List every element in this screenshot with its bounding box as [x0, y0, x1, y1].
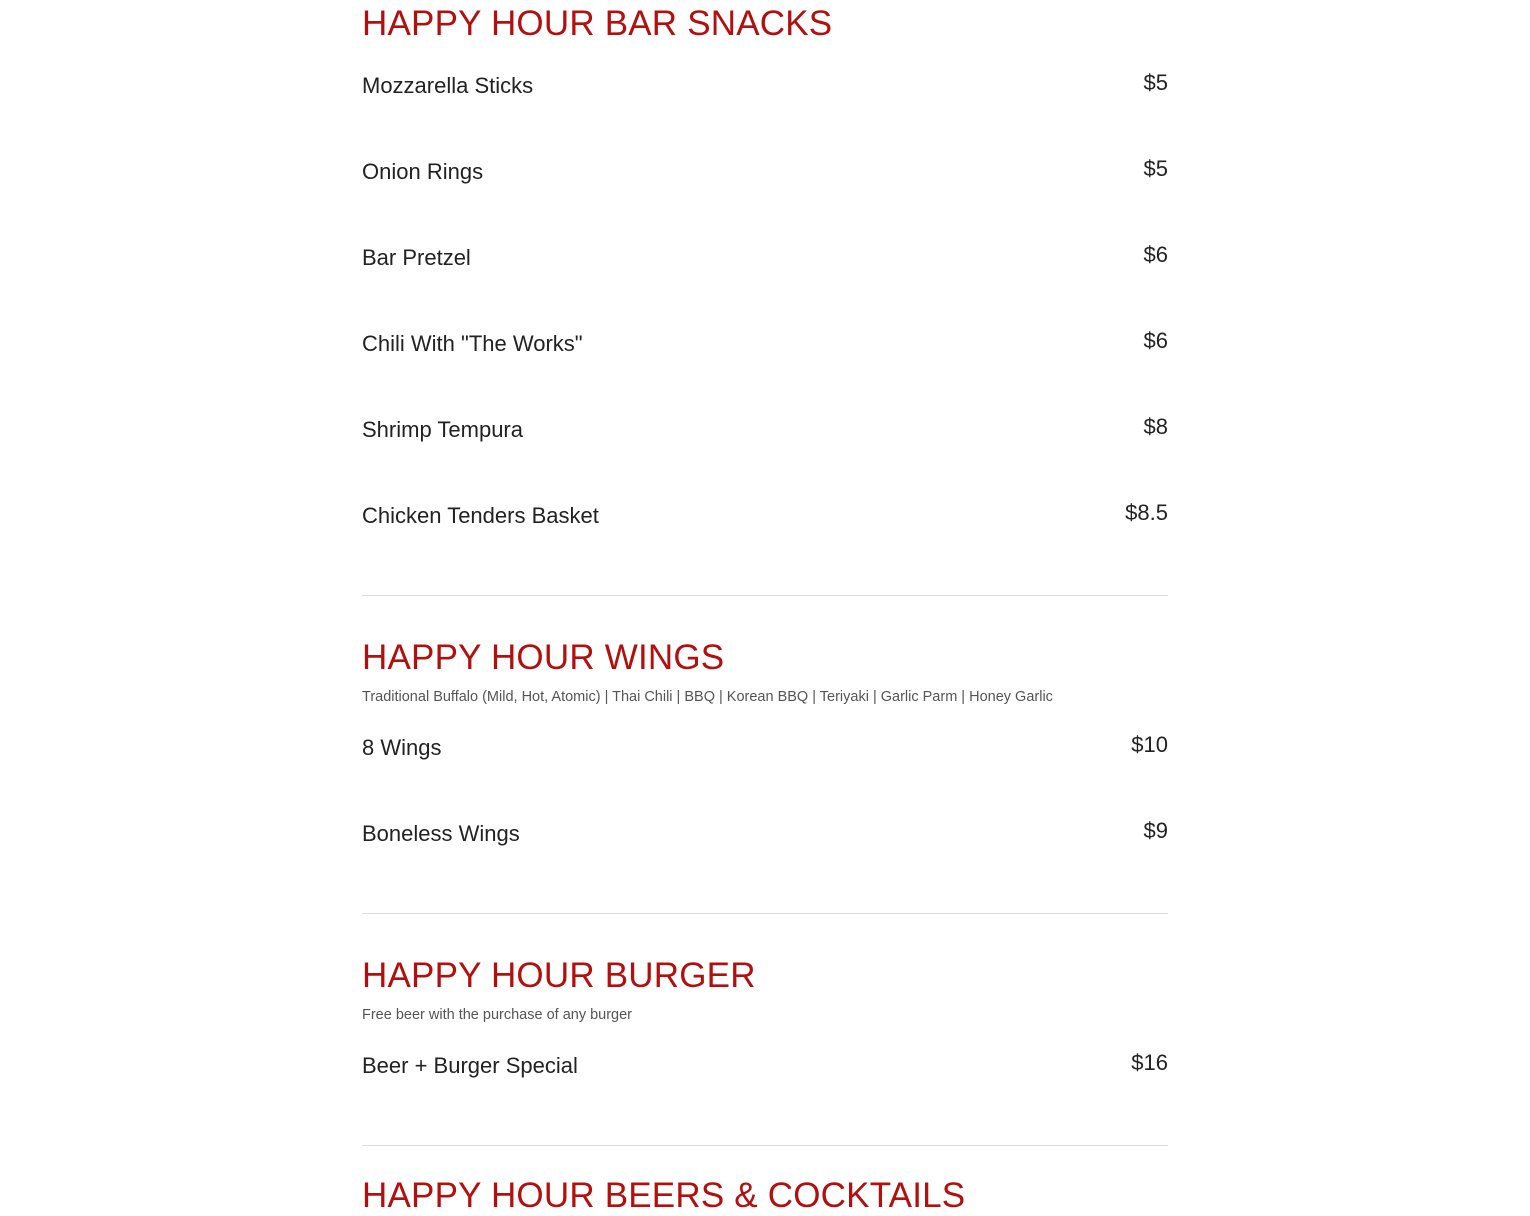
menu-item: [362, 322, 1168, 362]
menu-item-price: $16: [1131, 1050, 1168, 1075]
section-title-wings: HAPPY HOUR WINGS: [362, 638, 725, 677]
menu-item-name: Chicken Tenders Basket: [362, 503, 599, 528]
section-divider: [362, 595, 1168, 596]
menu-item: [362, 726, 1168, 766]
menu-item-price: $8: [1143, 414, 1168, 439]
menu-item-name: Mozzarella Sticks: [362, 73, 534, 98]
menu-item-price: $9: [1143, 818, 1168, 843]
menu-item: [362, 1044, 1168, 1084]
menu-item-price: $8.5: [1125, 500, 1168, 525]
menu-item-price: $6: [1143, 328, 1168, 353]
section-description-burger: Free beer with the purchase of any burger: [362, 1007, 633, 1023]
menu-item: [362, 64, 1168, 104]
menu-item-price: $5: [1143, 70, 1168, 95]
menu-item-name: Chili With "The Works": [362, 331, 583, 356]
section-divider: [362, 1145, 1168, 1146]
menu-item-name: Shrimp Tempura: [362, 417, 523, 442]
section-divider: [362, 913, 1168, 914]
menu-item-name: Bar Pretzel: [362, 245, 471, 270]
menu-item: [362, 236, 1168, 276]
menu-item-name: Beer + Burger Special: [362, 1053, 578, 1078]
menu-item-price: $10: [1131, 732, 1168, 757]
section-title-burger: HAPPY HOUR BURGER: [362, 956, 756, 995]
menu-item: [362, 150, 1168, 190]
menu-item: [362, 812, 1168, 852]
menu-item-name: 8 Wings: [362, 735, 442, 760]
section-description-wings: Traditional Buffalo (Mild, Hot, Atomic) | Thai Chili | BBQ | Korean BBQ | Teriyaki | Garlic Parm | Honey Garlic: [362, 689, 1053, 705]
menu-item-price: $5: [1143, 156, 1168, 181]
section-title-beers-cocktails: HAPPY HOUR BEERS & COCKTAILS: [362, 1176, 966, 1215]
menu-item: [362, 494, 1168, 534]
menu-item-name: Boneless Wings: [362, 821, 520, 846]
menu-item-name: Onion Rings: [362, 159, 484, 184]
section-title-bar-snacks: HAPPY HOUR BAR SNACKS: [362, 4, 833, 43]
menu-item: [362, 408, 1168, 448]
menu-item-price: $6: [1143, 242, 1168, 267]
